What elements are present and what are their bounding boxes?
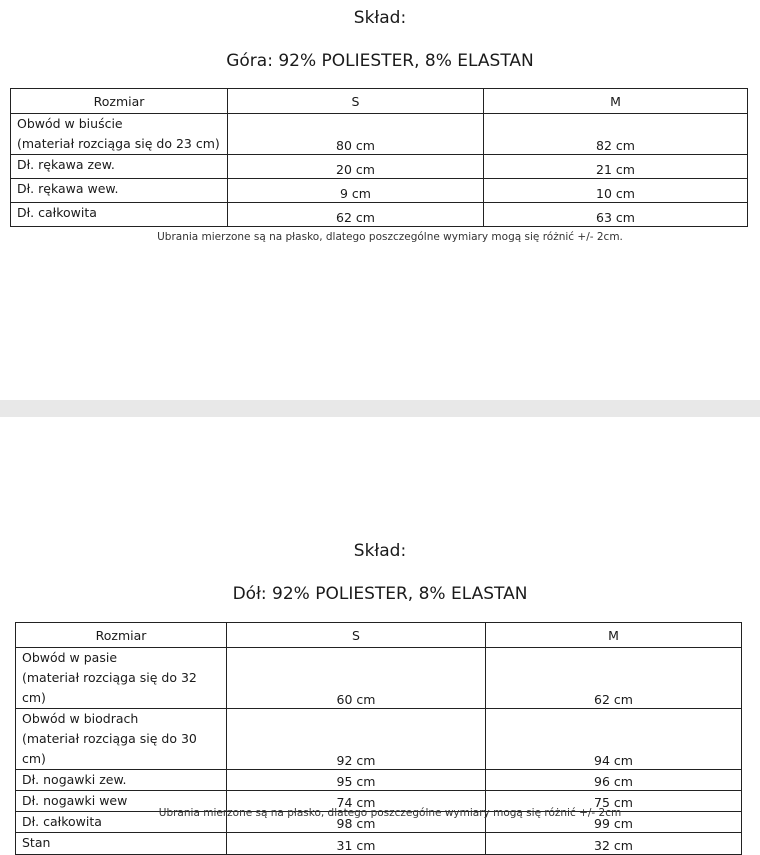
row-label-line: Dł. rękawa wew. [17, 181, 119, 196]
table-row [16, 770, 742, 791]
header-s: S [228, 89, 484, 114]
row-label-line: Stan [22, 835, 51, 850]
table-header-row [11, 89, 748, 114]
row-label [16, 709, 227, 770]
value-s: 62 cm [228, 203, 484, 227]
value-m: 21 cm [484, 155, 748, 179]
composition-text: Dół: 92% POLIESTER, 8% ELASTAN [232, 584, 528, 604]
table-row [16, 833, 742, 855]
value-m: 75 cm [486, 791, 742, 812]
row-label [11, 114, 228, 155]
table-row [11, 179, 748, 203]
row-label-line: Obwód w biuście [17, 116, 123, 131]
row-label-line: Dł. nogawki wew [22, 793, 128, 808]
row-label-line: Obwód w biodrach [22, 711, 139, 726]
value-s: 60 cm [227, 648, 486, 709]
measurement-note: Ubrania mierzone są na płasko, dlatego poszczególne wymiary mogą się różnić +/- 2cm. [157, 231, 623, 243]
table-row [16, 648, 742, 709]
composition-text: Góra: 92% POLIESTER, 8% ELASTAN [226, 51, 534, 71]
value-s: 9 cm [228, 179, 484, 203]
row-label-line: Dł. nogawki zew. [22, 772, 127, 787]
table-row [11, 155, 748, 179]
table-header-row [16, 623, 742, 648]
header-s: S [227, 623, 486, 648]
table-row [11, 203, 748, 227]
table-row [16, 709, 742, 770]
value-m: 96 cm [486, 770, 742, 791]
size-table-top [10, 88, 748, 227]
row-label [16, 648, 227, 709]
value-m: 94 cm [486, 709, 742, 770]
value-m: 82 cm [484, 114, 748, 155]
header-m: M [486, 623, 742, 648]
header-size: Rozmiar [11, 89, 228, 114]
row-label-line: Dł. całkowita [17, 205, 97, 220]
value-s: 74 cm [227, 791, 486, 812]
header-m: M [484, 89, 748, 114]
value-s: 31 cm [227, 833, 486, 855]
value-s: 95 cm [227, 770, 486, 791]
size-table-bottom [15, 622, 742, 855]
value-s: 80 cm [228, 114, 484, 155]
header-size: Rozmiar [16, 623, 227, 648]
row-label-line: Obwód w pasie [22, 650, 118, 665]
row-label-line: (materiał rozciąga się do 30 cm) [22, 731, 197, 766]
row-label-line: (materiał rozciąga się do 23 cm) [17, 136, 220, 151]
row-label-line: (materiał rozciąga się do 32 cm) [22, 670, 197, 705]
value-m: 63 cm [484, 203, 748, 227]
row-label [11, 155, 228, 179]
value-s: 20 cm [228, 155, 484, 179]
row-label-line: Dł. rękawa zew. [17, 157, 115, 172]
value-s: 98 cm [227, 812, 486, 833]
row-label-line: Dł. całkowita [22, 814, 102, 829]
value-m: 62 cm [486, 648, 742, 709]
table-row [11, 114, 748, 155]
section-divider [0, 400, 760, 417]
value-s: 92 cm [227, 709, 486, 770]
row-label [16, 833, 227, 855]
row-label [11, 179, 228, 203]
composition-title: Skład: [353, 541, 407, 561]
value-m: 32 cm [486, 833, 742, 855]
row-label [11, 203, 228, 227]
composition-title: Skład: [353, 8, 407, 28]
value-m: 10 cm [484, 179, 748, 203]
row-label [16, 770, 227, 791]
measurement-note: Ubrania mierzone są na płasko, dlatego poszczególne wymiary mogą się różnić +/- 2cm [158, 807, 622, 819]
value-m: 99 cm [486, 812, 742, 833]
